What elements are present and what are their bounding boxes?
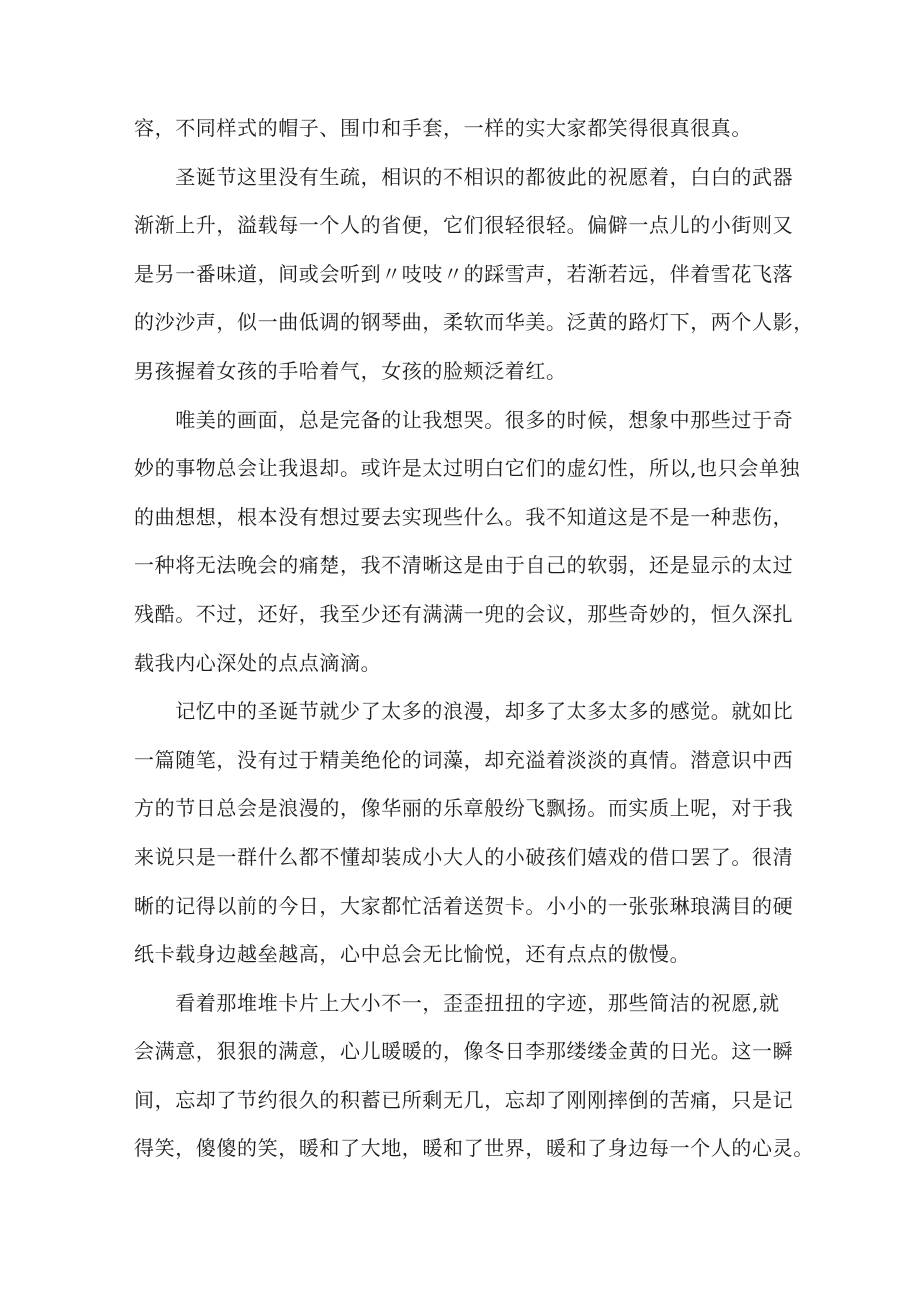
- text-line: 男孩握着女孩的手哈着气，女孩的脸颊泛着红。: [134, 358, 567, 383]
- text-line: 妙的事物总会让我退却。或许是太过明白它们的虚幻性，所以,也只会单独: [134, 456, 801, 481]
- text-line: 记忆中的圣诞节就少了太多的浪漫，却多了太多太多的感觉。就如比: [134, 699, 794, 724]
- text-line: 一篇随笔，没有过于精美绝伦的词藻，却充溢着淡淡的真情。潜意识中西: [134, 747, 794, 772]
- text-line: 载我内心深处的点点滴滴。: [134, 650, 382, 675]
- paragraph-5: [134, 979, 822, 1173]
- text-line: 的曲想想，根本没有想过要去实现些什么。我不知道这是不是一种悲伤，: [134, 504, 794, 529]
- paragraph-3: [134, 396, 822, 688]
- text-line: 间，忘却了节约很久的积蓄已所剩无几，忘却了刚刚摔倒的苦痛，只是记: [134, 1087, 794, 1112]
- paragraph-1: [134, 104, 822, 153]
- text-line: 得笑，傻傻的笑，暖和了大地，暖和了世界，暖和了身边每一个人的心灵。: [134, 1136, 814, 1161]
- document-body: [134, 104, 822, 1173]
- text-line: 一种将无法晚会的痛楚，我不清晰这是由于自己的软弱，还是显示的太过: [134, 553, 794, 578]
- text-line: 容，不同样式的帽子、围巾和手套，一样的实大家都笑得很真很真。: [134, 116, 752, 140]
- text-line: 晰的记得以前的今日，大家都忙活着送贺卡。小小的一张张琳琅满目的硬: [134, 893, 794, 918]
- text-line: 看着那堆堆卡片上大小不一，歪歪扭扭的字迹，那些简洁的祝愿,就: [134, 990, 780, 1015]
- text-line: 的沙沙声，似一曲低调的钢琴曲，柔软而华美。泛黄的路灯下，两个人影，: [134, 310, 814, 335]
- paragraph-4: [134, 687, 822, 979]
- text-line: 会满意，狠狠的满意，心儿暖暖的，像冬日李那缕缕金黄的日光。这一瞬: [134, 1039, 794, 1064]
- text-line: 来说只是一群什么都不懂却装成小大人的小破孩们嬉戏的借口罢了。很清: [134, 844, 794, 869]
- text-line: 方的节日总会是浪漫的，像华丽的乐章般纷飞飘扬。而实质上呢，对于我: [134, 796, 794, 821]
- text-line: 残酷。不过，还好，我至少还有满满一兜的会议，那些奇妙的，恒久深扎: [134, 601, 794, 626]
- text-line: 唯美的画面，总是完备的让我想哭。很多的时候，想象中那些过于奇: [134, 407, 794, 432]
- text-line: 是另一番味道，间或会听到〃吱吱〃的踩雪声，若渐若远，伴着雪花飞落: [134, 261, 794, 286]
- text-line: 圣诞节这里没有生疏，相识的不相识的都彼此的祝愿着，白白的武器: [134, 164, 794, 189]
- paragraph-2: [134, 153, 822, 396]
- text-line: 纸卡载身边越垒越高，心中总会无比愉悦，还有点点的傲慢。: [134, 942, 691, 967]
- text-line: 渐渐上升，溢载每一个人的省便，它们很轻很轻。偏僻一点儿的小街则又: [134, 213, 794, 238]
